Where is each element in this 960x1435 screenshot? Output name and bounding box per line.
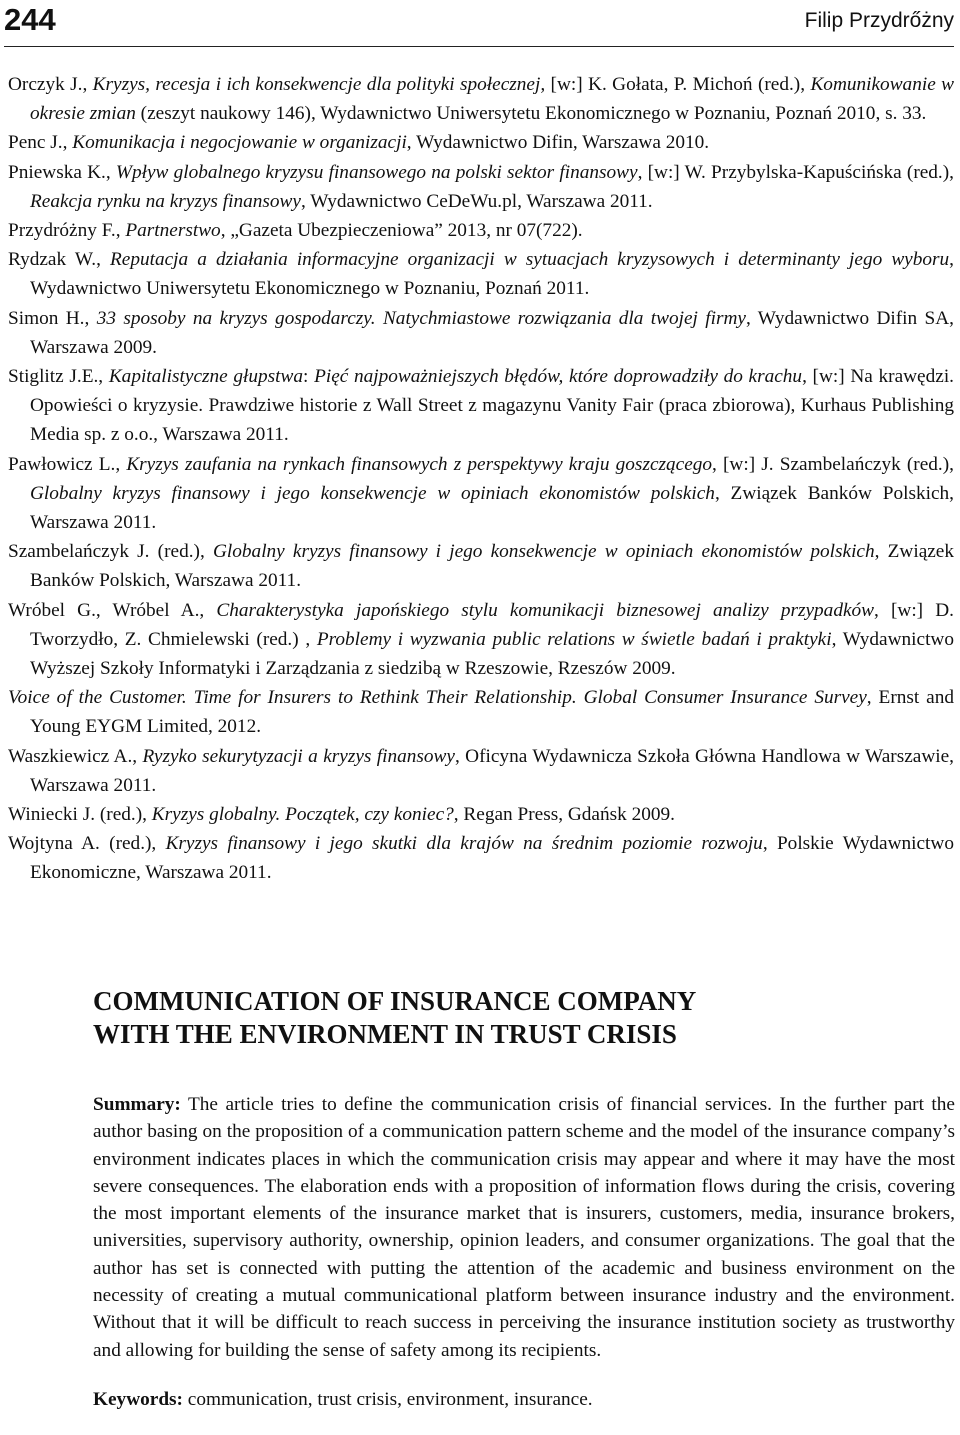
reference-rest: : xyxy=(303,366,315,388)
reference-rest2: (zeszyt naukowy 146), Wydawnictwo Uniwersytetu Ekonomicznego w Poznaniu, Poznań 2010, s. 33. xyxy=(135,103,927,125)
reference-title2: Reakcja rynku na kryzys finansowy xyxy=(30,190,301,212)
bibliography xyxy=(8,70,954,888)
summary-paragraph xyxy=(93,1091,955,1364)
reference-entry xyxy=(8,245,954,303)
reference-title: 33 sposoby na kryzys gospodarczy. Natychmiastowe rozwiązania dla twojej firmy xyxy=(96,307,746,329)
reference-title: Globalny kryzys finansowy i jego konsekwencje w opiniach ekonomistów polskich xyxy=(212,541,875,563)
reference-author: Przydróżny F., xyxy=(8,220,126,242)
reference-title: Voice of the Customer. Time for Insurers to Rethink Their Relationship. Global Consumer Insurance Survey xyxy=(8,687,867,709)
reference-entry xyxy=(8,362,954,450)
reference-title2: Pięć najpoważniejszych błędów, które doprowadziły do krachu xyxy=(314,366,803,388)
reference-author: Szambelańczyk J. (red.), xyxy=(8,541,213,563)
reference-rest: , Oficyna Wydawnicza Szkoła Główna Handlowa w Warszawie, Warszawa 2011. xyxy=(30,745,954,796)
reference-author: Waszkiewicz A., xyxy=(8,745,143,767)
reference-title: Kapitalistyczne głupstwa xyxy=(108,366,304,388)
reference-author: Orczyk J., xyxy=(8,74,93,95)
summary-text: The article tries to define the communication crisis of financial services. In the further part the author basing on the proposition of a communication pattern scheme and the model of the insurance company’s environment indicates places in which the communication crisis may appear and where it may have the most severe consequences. The elaboration ends with a proposition of information flows during the crisis, covering the most important elements of the insurance market that is insurers, customers, media, insurance brokers, universities, supervisory authority, ownership, opinion leaders, and consumer organizations. The goal that the author has set is connected with putting the attention of the academic and business environment on the necessity of creating a mutual communicational platform between insurance industry and the environment. Without that it will be difficult to reach success in perceiving the insurance institution society as trustworthy and allowing for building the sense of safety among its recipients. xyxy=(93,1094,955,1361)
english-title-line-2: WITH THE ENVIRONMENT IN TRUST CRISIS xyxy=(93,1019,677,1049)
reference-rest: , [w:] D. Tworzydło, Z. Chmielewski (red.) , xyxy=(30,599,954,650)
reference-author: Wróbel G., Wróbel A., xyxy=(8,599,217,621)
keywords-paragraph xyxy=(93,1386,955,1413)
page-number: 244 xyxy=(4,2,56,37)
reference-rest2: , Wydawnictwo CeDeWu.pl, Warszawa 2011. xyxy=(300,190,653,212)
reference-rest: , Wydawnictwo Uniwersytetu Ekonomicznego w Poznaniu, Poznań 2011. xyxy=(30,249,954,300)
reference-rest: , Polskie Wydawnictwo Ekonomiczne, Warszawa 2011. xyxy=(30,833,954,884)
english-title-line-1: COMMUNICATION OF INSURANCE COMPANY xyxy=(93,986,697,1016)
reference-entry xyxy=(8,450,954,538)
reference-title: Wpływ globalnego kryzysu finansowego na polski sektor finansowy xyxy=(115,161,638,183)
reference-author: Wojtyna A. (red.), xyxy=(8,833,166,855)
reference-author: Stiglitz J.E., xyxy=(8,366,109,388)
reference-entry xyxy=(8,304,954,362)
reference-rest: , Regan Press, Gdańsk 2009. xyxy=(453,804,675,826)
reference-entry xyxy=(8,683,954,741)
reference-entry xyxy=(8,128,954,157)
summary-label: Summary: xyxy=(93,1094,181,1115)
reference-author: Pniewska K., xyxy=(8,161,116,183)
reference-author: Winiecki J. (red.), xyxy=(8,804,152,826)
reference-author: Pawłowicz L., xyxy=(8,453,127,475)
page-header xyxy=(4,0,954,47)
reference-title: Reputacja a działania informacyjne organizacji w sytuacjach kryzysowych i determinanty jego wyboru xyxy=(110,249,950,271)
english-title xyxy=(93,985,955,1051)
english-abstract xyxy=(93,985,955,1413)
reference-title2: Problemy i wyzwania public relations w świetle badań i praktyki xyxy=(316,628,832,650)
reference-rest: [w:] K. Gołata, P. Michoń (red.), xyxy=(545,74,811,95)
reference-rest: , Wydawnictwo Difin, Warszawa 2010. xyxy=(406,132,710,154)
reference-author: Simon H., xyxy=(8,307,97,329)
reference-entry xyxy=(8,800,954,829)
reference-title: Kryzys globalny. Początek, czy koniec? xyxy=(151,804,454,826)
reference-rest2: , Wydawnictwo Wyższej Szkoły Informatyki i Zarządzania z siedzibą w Rzeszowie, Rzeszów 2009. xyxy=(30,628,954,680)
running-head-author: Filip Przydrőżny xyxy=(804,9,954,32)
reference-rest2: , [w:] Na krawędzi. Opowieści o kryzysie. Prawdziwe historie z Wall Street z magazynu Vanity Fair (praca zbiorowa), Kurhaus Publishing Media sp. z o.o., Warszawa 2011. xyxy=(30,366,954,446)
reference-rest: , Ernst and Young EYGM Limited, 2012. xyxy=(30,687,954,738)
reference-title: Kryzys, recesja i ich konsekwencje dla polityki społecznej, xyxy=(92,74,546,95)
reference-title: Partnerstwo xyxy=(125,220,221,242)
reference-entry xyxy=(8,537,954,595)
reference-title2: Komunikowanie w okresie zmian xyxy=(30,74,955,125)
reference-title: Ryzyko sekurytyzacji a kryzys finansowy xyxy=(142,745,455,767)
keywords-text: communication, trust crisis, environment, insurance. xyxy=(182,1388,593,1410)
reference-rest2: , Związek Banków Polskich, Warszawa 2011. xyxy=(30,482,954,534)
reference-entry xyxy=(8,70,954,128)
keywords-label: Keywords: xyxy=(93,1388,183,1410)
reference-rest: , „Gazeta Ubezpieczeniowa” 2013, nr 07(722). xyxy=(220,220,583,242)
reference-title2: Globalny kryzys finansowy i jego konsekwencje w opiniach ekonomistów polskich xyxy=(30,482,715,504)
reference-rest: , Wydawnictwo Difin SA, Warszawa 2009. xyxy=(30,307,954,358)
reference-entry xyxy=(8,596,954,684)
reference-entry xyxy=(8,158,954,216)
reference-author: Penc J., xyxy=(8,132,73,154)
reference-rest: , Związek Banków Polskich, Warszawa 2011. xyxy=(30,541,955,592)
reference-title: Komunikacja i negocjowanie w organizacji xyxy=(72,132,407,154)
reference-rest: , [w:] J. Szambelańczyk (red.), xyxy=(712,453,954,475)
reference-title: Charakterystyka japońskiego stylu komunikacji biznesowej analizy przypadków xyxy=(216,599,875,621)
reference-title: Kryzys zaufania na rynkach finansowych z perspektywy kraju goszczącego xyxy=(126,453,713,475)
reference-title: Kryzys finansowy i jego skutki dla krajów na średnim poziomie rozwoju xyxy=(165,833,763,855)
reference-entry xyxy=(8,742,954,800)
reference-entry xyxy=(8,216,954,245)
reference-entry xyxy=(8,829,954,887)
reference-rest: , [w:] W. Przybylska-Kapuścińska (red.), xyxy=(637,161,954,183)
reference-author: Rydzak W., xyxy=(8,249,110,271)
